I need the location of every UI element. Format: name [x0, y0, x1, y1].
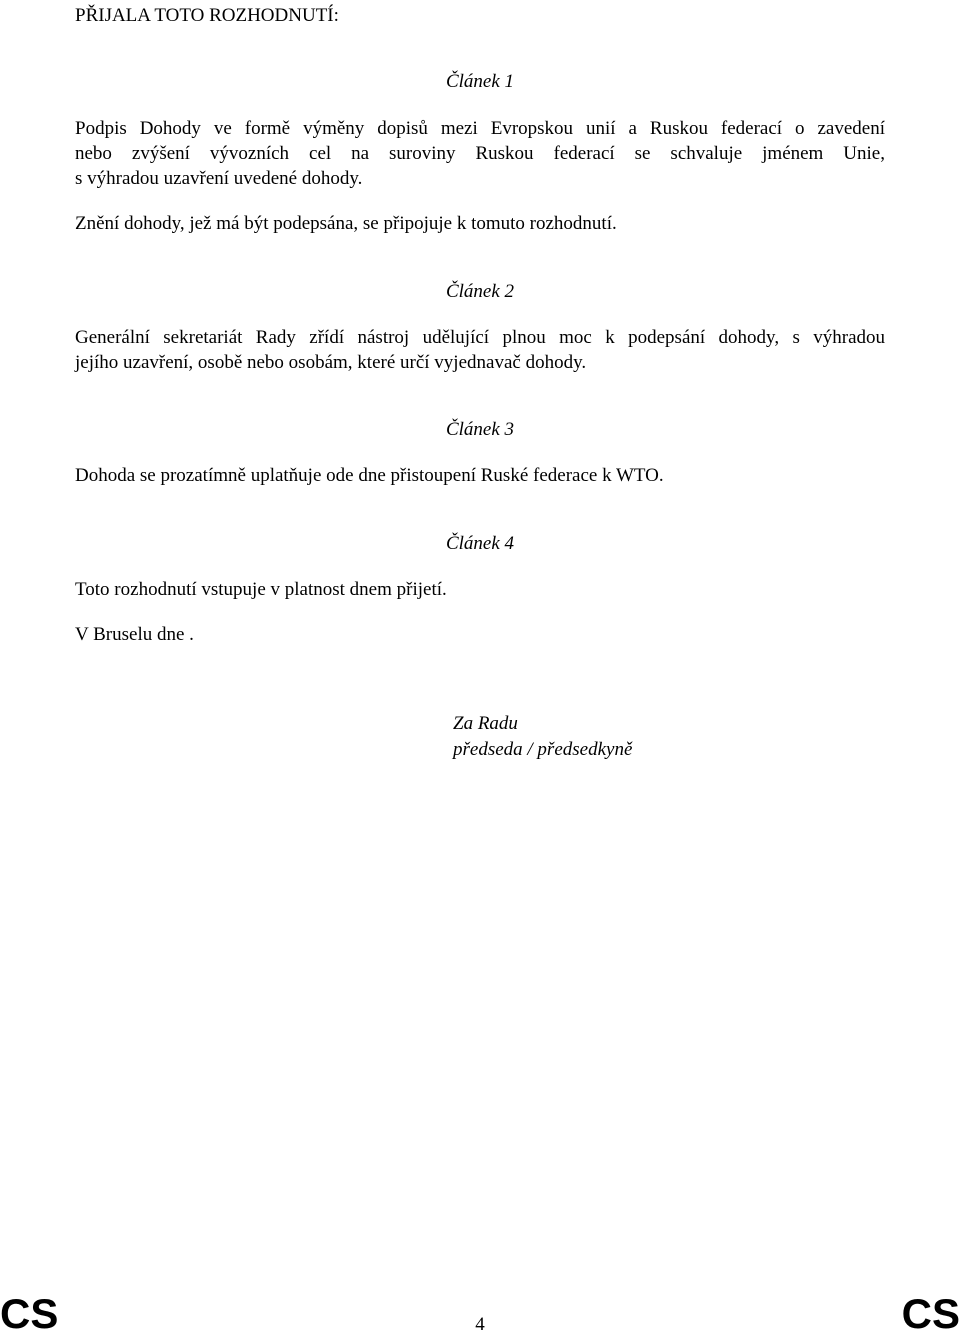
footer-language-code-left: CS	[0, 1290, 59, 1337]
article-1-annex-text: Znění dohody, jež má být podepsána, se připojuje k tomuto rozhodnutí.	[75, 213, 617, 234]
place-date: V Bruselu dne .	[75, 624, 194, 645]
article-2-heading: Článek 2	[445, 281, 515, 302]
article-4-text: Toto rozhodnutí vstupuje v platnost dnem přijetí.	[75, 579, 447, 600]
article-1-text-line: s výhradou uzavření uvedené dohody.	[75, 168, 363, 189]
article-1-heading: Článek 1	[445, 71, 515, 92]
article-1-text-line: Podpis Dohody ve formě výměny dopisů mezi Evropskou unií a Ruskou federací o zavedení	[75, 118, 885, 139]
signature-for-council: Za Radu	[453, 713, 518, 734]
article-1-text-line: nebo zvýšení vývozních cel na suroviny Ruskou federací se schvaluje jménem Unie,	[75, 143, 885, 164]
article-3-text: Dohoda se prozatímně uplatňuje ode dne přistoupení Ruské federace k WTO.	[75, 465, 664, 486]
article-3-heading: Článek 3	[445, 419, 515, 440]
article-2-text-line: Generální sekretariát Rady zřídí nástroj udělující plnou moc k podepsání dohody, s výhradou	[75, 327, 885, 348]
footer-language-code-right: CS	[901, 1290, 960, 1337]
signature-president: předseda / předsedkyně	[453, 739, 633, 760]
preamble: PŘIJALA TOTO ROZHODNUTÍ:	[75, 5, 339, 26]
page-number: 4	[475, 1314, 485, 1335]
article-2-text-line: jejího uzavření, osobě nebo osobám, které určí vyjednavač dohody.	[75, 352, 587, 373]
article-4-heading: Článek 4	[445, 533, 515, 554]
